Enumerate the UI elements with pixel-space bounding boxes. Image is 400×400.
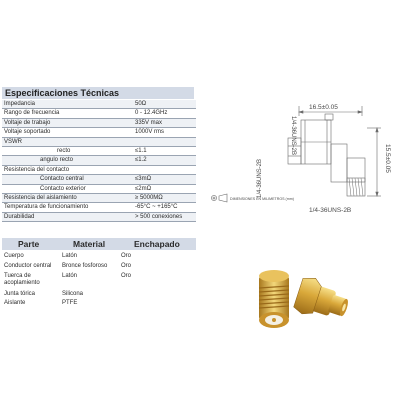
spec-row (2, 166, 196, 175)
thread-left-label: 1/4-36UNS-2B (257, 158, 263, 198)
spec-label: Resistencia del aislamiento (4, 194, 77, 201)
spec-row (2, 185, 196, 194)
spec-label: Contacto central (40, 176, 84, 183)
material-part: Junta tórica (4, 291, 36, 297)
spec-row (2, 128, 196, 137)
spec-value: ≤2mΩ (135, 185, 152, 192)
spec-row (2, 213, 196, 222)
spec-label: Temperatura de funcionamiento (4, 204, 89, 211)
header-part: Parte (18, 239, 40, 249)
spec-row (2, 147, 196, 156)
material-part: Cuerpo (4, 253, 24, 259)
materials-header (2, 238, 196, 250)
header-material: Material (73, 239, 106, 249)
specs-table (2, 100, 196, 222)
material-part: Conductor central (4, 263, 52, 269)
spec-value: ≤1.1 (135, 147, 147, 154)
dimension-note: DIMENSIONES EN MILIMETROS (mm) (230, 197, 294, 201)
spec-row (2, 100, 196, 109)
spec-row (2, 175, 196, 184)
spec-label: Contacto exterior (40, 185, 86, 192)
spec-label: VSWR (4, 138, 22, 145)
material-plating: Oro (121, 273, 132, 279)
spec-value: 50Ω (135, 101, 147, 107)
dim-top-label: 16.5±0.05 (309, 104, 338, 111)
spec-row (2, 138, 196, 147)
spec-label: Resistencia del contacto (4, 166, 70, 173)
spec-value: -65°C ~ +165°C (135, 204, 178, 211)
material-plating: Oro (121, 263, 132, 269)
specs-title: Especificaciones Técnicas (2, 87, 194, 99)
spec-label: Voltaje soportado (4, 129, 51, 136)
spec-value: ≤3mΩ (135, 176, 152, 183)
material-name: Latón (62, 273, 78, 279)
connector-photo (245, 258, 357, 338)
spec-row (2, 156, 196, 165)
spec-row (2, 109, 196, 118)
spec-label: recto (57, 147, 71, 154)
thread-top-label: 1/4-36UNS-2B (290, 116, 296, 156)
header-plating: Enchapado (134, 239, 180, 249)
material-name: Silicona (62, 291, 84, 297)
material-name: Latón (62, 253, 78, 259)
spec-label: angulo recto (40, 157, 74, 164)
connector-drawing (205, 100, 397, 220)
spec-value: ≤1.2 (135, 157, 147, 164)
spec-row (2, 203, 196, 212)
spec-value: 0 - 12.4GHz (135, 110, 168, 117)
material-part: Aislante (4, 300, 26, 306)
material-part: Tuerca de acoplamiento (4, 273, 40, 286)
spec-label: Impedancia (4, 101, 36, 107)
dim-right-label: 15.5±0.05 (384, 144, 391, 173)
spec-row (2, 119, 196, 128)
thread-bottom-label: 1/4-36UNS-2B (309, 207, 352, 214)
spec-value: 335V max (135, 119, 163, 126)
material-plating: Oro (121, 253, 132, 259)
material-name: Bronce fosforoso (62, 263, 108, 269)
spec-value: ≥ 5000MΩ (135, 194, 163, 201)
spec-row (2, 194, 196, 203)
spec-label: Voltaje de trabajo (4, 119, 51, 126)
spec-value: 1000V rms (135, 129, 165, 136)
material-name: PTFE (62, 300, 78, 306)
spec-label: Durabilidad (4, 213, 35, 220)
spec-value: > 500 conexiones (135, 213, 183, 220)
spec-label: Rango de frecuencia (4, 110, 60, 117)
